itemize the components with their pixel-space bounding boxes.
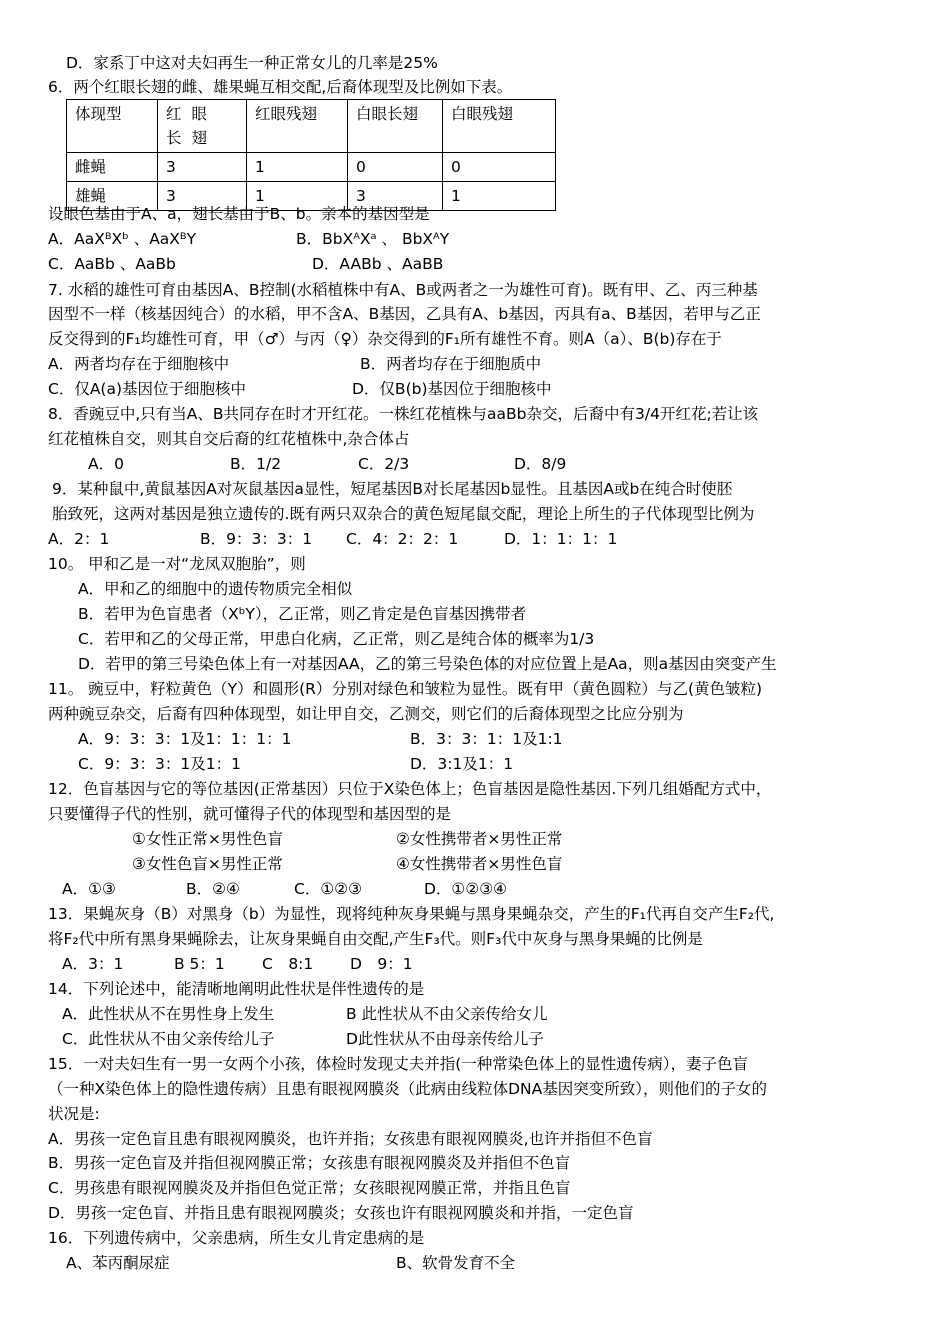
q10-option-b: B．若甲为色盲患者（XᵇY），乙正常，则乙肯定是色盲基因携带者 <box>78 605 527 623</box>
table-cell: 1 <box>443 182 556 211</box>
q7-option-b: B．两者均存在于细胞质中 <box>360 355 542 373</box>
q13-option-b: B 5：1 <box>174 955 225 973</box>
table-cell: 1 <box>247 153 348 182</box>
q9-stem-1: 9．某种鼠中,黄鼠基因A对灰鼠基因a显性，短尾基因B对长尾基因b显性。且基因A或b在纯合时使胚 <box>52 480 733 498</box>
q11-option-d: D．3:1及1：1 <box>410 755 514 773</box>
q11-option-c: C．9：3：3：1及1：1 <box>78 755 241 773</box>
q13-stem-2: 将F₂代中所有黑身果蝇除去，让灰身果蝇自由交配,产生F₃代。则F₃代中灰身与黑身果蝇的比例是 <box>48 930 703 948</box>
table-cell: 3 <box>348 182 443 211</box>
q10-option-c: C．若甲和乙的父母正常，甲患白化病，乙正常，则乙是纯合体的概率为1/3 <box>78 630 595 648</box>
q9-option-a: A．2：1 <box>48 530 110 548</box>
table-header-row <box>67 100 556 153</box>
q12-item-1: ①女性正常×男性色盲 <box>132 830 283 848</box>
table-cell: 雄蝇 <box>67 182 158 211</box>
q16-option-a: A、苯丙酮尿症 <box>66 1254 170 1272</box>
q7-option-a: A．两者均存在于细胞核中 <box>48 355 230 373</box>
table-row <box>67 153 556 182</box>
q9-option-c: C．4：2：2：1 <box>346 530 459 548</box>
q8-stem-2: 红花植株自交，则其自交后裔的红花植株中,杂合体占 <box>48 430 410 448</box>
q7-stem-1: 7. 水稻的雄性可育由基因A、B控制(水稻植株中有A、B或两者之一为雄性可育)。既有甲、乙、丙三种基 <box>48 281 758 299</box>
phenotype-table <box>66 99 556 211</box>
table-header-cell: 红眼残翅 <box>247 100 348 153</box>
q5-option-d: D．家系丁中这对夫妇再生一种正常女儿的几率是25% <box>66 54 438 72</box>
table-cell: 3 <box>158 182 247 211</box>
q15-option-d: D．男孩一定色盲、并指且患有眼视网膜炎；女孩也许有眼视网膜炎和并指，一定色盲 <box>48 1204 634 1222</box>
q13-option-a: A．3：1 <box>62 955 124 973</box>
q12-item-2: ②女性携带者×男性正常 <box>396 830 563 848</box>
q14-option-d: D此性状从不由母亲传给儿子 <box>346 1030 544 1048</box>
q15-option-c: C．男孩患有眼视网膜炎及并指但色觉正常；女孩眼视网膜正常，并指且色盲 <box>48 1179 571 1197</box>
q14-option-a: A．此性状从不在男性身上发生 <box>62 1005 275 1023</box>
q8-option-a: A．0 <box>88 455 124 473</box>
q9-option-d: D．1：1：1：1 <box>504 530 618 548</box>
q8-option-c: C．2/3 <box>358 455 410 473</box>
table-cell: 雌蝇 <box>67 153 158 182</box>
q12-stem-1: 12．色盲基因与它的等位基因(正常基因）只位于X染色体上；色盲基因是隐性基因.下列几组婚配方式中， <box>48 780 772 798</box>
table-header-cell: 白眼残翅 <box>443 100 556 153</box>
q10-option-d: D．若甲的第三号染色体上有一对基因AA，乙的第三号染色体的对应位置上是Aa，则a基因由突变产生 <box>78 655 777 673</box>
q15-option-a: A．男孩一定色盲且患有眼视网膜炎，也许并指；女孩患有眼视网膜炎,也许并指但不色盲 <box>48 1130 653 1148</box>
q12-item-4: ④女性携带者×男性色盲 <box>396 855 563 873</box>
q12-option-c: C．①②③ <box>294 880 363 898</box>
q13-option-c: C 8:1 <box>262 955 314 973</box>
q6-option-d: D．AABb 、AaBB <box>312 255 444 273</box>
q6-option-b: B．BbXᴬXᵃ 、 BbXᴬY <box>296 230 450 248</box>
q12-option-a: A．①③ <box>62 880 116 898</box>
q11-stem-1: 11。 豌豆中，籽粒黄色（Y）和圆形(R）分别对绿色和皱粒为显性。既有甲（黄色圆粒）与乙(黄色皱粒) <box>48 680 763 698</box>
q7-stem-2: 因型不一样（核基因纯合）的水稻，甲不含A、B基因，乙具有A、b基因，丙具有a、B基因，若甲与乙正 <box>48 305 761 323</box>
q7-option-c: C．仅A(a)基因位于细胞核中 <box>48 380 247 398</box>
q14-option-b: B 此性状从不由父亲传给女儿 <box>346 1005 548 1023</box>
q8-option-d: D．8/9 <box>514 455 567 473</box>
q15-stem-1: 15．一对夫妇生有一男一女两个小孩，体检时发现丈夫并指(一种常染色体上的显性遗传病），妻子色盲 <box>48 1055 749 1073</box>
table-header-cell: 白眼长翅 <box>348 100 443 153</box>
q16-stem: 16．下列遗传病中，父亲患病，所生女儿肯定患病的是 <box>48 1229 425 1247</box>
q15-stem-3: 状况是: <box>48 1105 100 1123</box>
q10-stem: 10。 甲和乙是一对“龙凤双胞胎”，则 <box>48 555 306 573</box>
q12-item-3: ③女性色盲×男性正常 <box>132 855 283 873</box>
table-cell: 1 <box>247 182 348 211</box>
q15-option-b: B．男孩一定色盲及并指但视网膜正常；女孩患有眼视网膜炎及并指但不色盲 <box>48 1154 571 1172</box>
q11-option-b: B．3：3：1：1及1:1 <box>410 730 563 748</box>
table-cell: 3 <box>158 153 247 182</box>
q11-option-a: A．9：3：3：1及1：1：1：1 <box>78 730 292 748</box>
q15-stem-2: （一种X染色体上的隐性遗传病）且患有眼视网膜炎（此病由线粒体DNA基因突变所致），则他们的子女的 <box>48 1080 768 1098</box>
q6-option-c: C．AaBb 、AaBb <box>48 255 176 273</box>
q16-option-b: B、软骨发育不全 <box>396 1254 516 1272</box>
q9-stem-2: 胎致死，这两对基因是独立遗传的.既有两只双杂合的黄色短尾鼠交配，理论上所生的子代体现型比例为 <box>52 505 755 523</box>
q12-option-d: D．①②③④ <box>424 880 508 898</box>
q14-stem: 14．下列论述中，能清晰地阐明此性状是伴性遗传的是 <box>48 980 425 998</box>
q6-stem: 6．两个红眼长翅的雌、雄果蝇互相交配,后裔体现型及比例如下表。 <box>48 78 513 96</box>
table-cell: 0 <box>443 153 556 182</box>
table-header-cell: 红眼长翅 <box>158 100 247 153</box>
table-header-cell: 体现型 <box>67 100 158 153</box>
table-cell: 0 <box>348 153 443 182</box>
q12-stem-2: 只要懂得子代的性别，就可懂得子代的体现型和基因型的是 <box>48 805 452 823</box>
q13-stem-1: 13．果蝇灰身（B）对黑身（b）为显性，现将纯种灰身果蝇与黑身果蝇杂交，产生的F₁代再自交产生F₂代, <box>48 905 775 923</box>
q12-option-b: B．②④ <box>186 880 240 898</box>
q10-option-a: A．甲和乙的细胞中的遗传物质完全相似 <box>78 580 353 598</box>
q8-stem-1: 8．香豌豆中,只有当A、B共同存在时才开红花。一株红花植株与aaBb杂交，后裔中有3/4开红花;若让该 <box>48 405 759 423</box>
q11-stem-2: 两种豌豆杂交，后裔有四种体现型，如让甲自交，乙测交，则它们的后裔体现型之比应分别为 <box>48 705 684 723</box>
q9-option-b: B．9：3：3：1 <box>200 530 313 548</box>
q14-option-c: C．此性状从不由父亲传给儿子 <box>62 1030 275 1048</box>
q8-option-b: B．1/2 <box>230 455 282 473</box>
q7-stem-3: 反交得到的F₁均雄性可育，甲（♂）与丙（♀）杂交得到的F₁所有雄性不育。则A（a）、B(b)存在于 <box>48 330 722 348</box>
q13-option-d: D 9：1 <box>350 955 413 973</box>
q6-option-a: A．AaXᴮXᵇ 、AaXᴮY <box>48 230 197 248</box>
q7-option-d: D．仅B(b)基因位于细胞核中 <box>352 380 552 398</box>
q6-intro: 设眼色基由于A、a，翅长基由于B、b。亲本的基因型是 <box>48 205 430 223</box>
